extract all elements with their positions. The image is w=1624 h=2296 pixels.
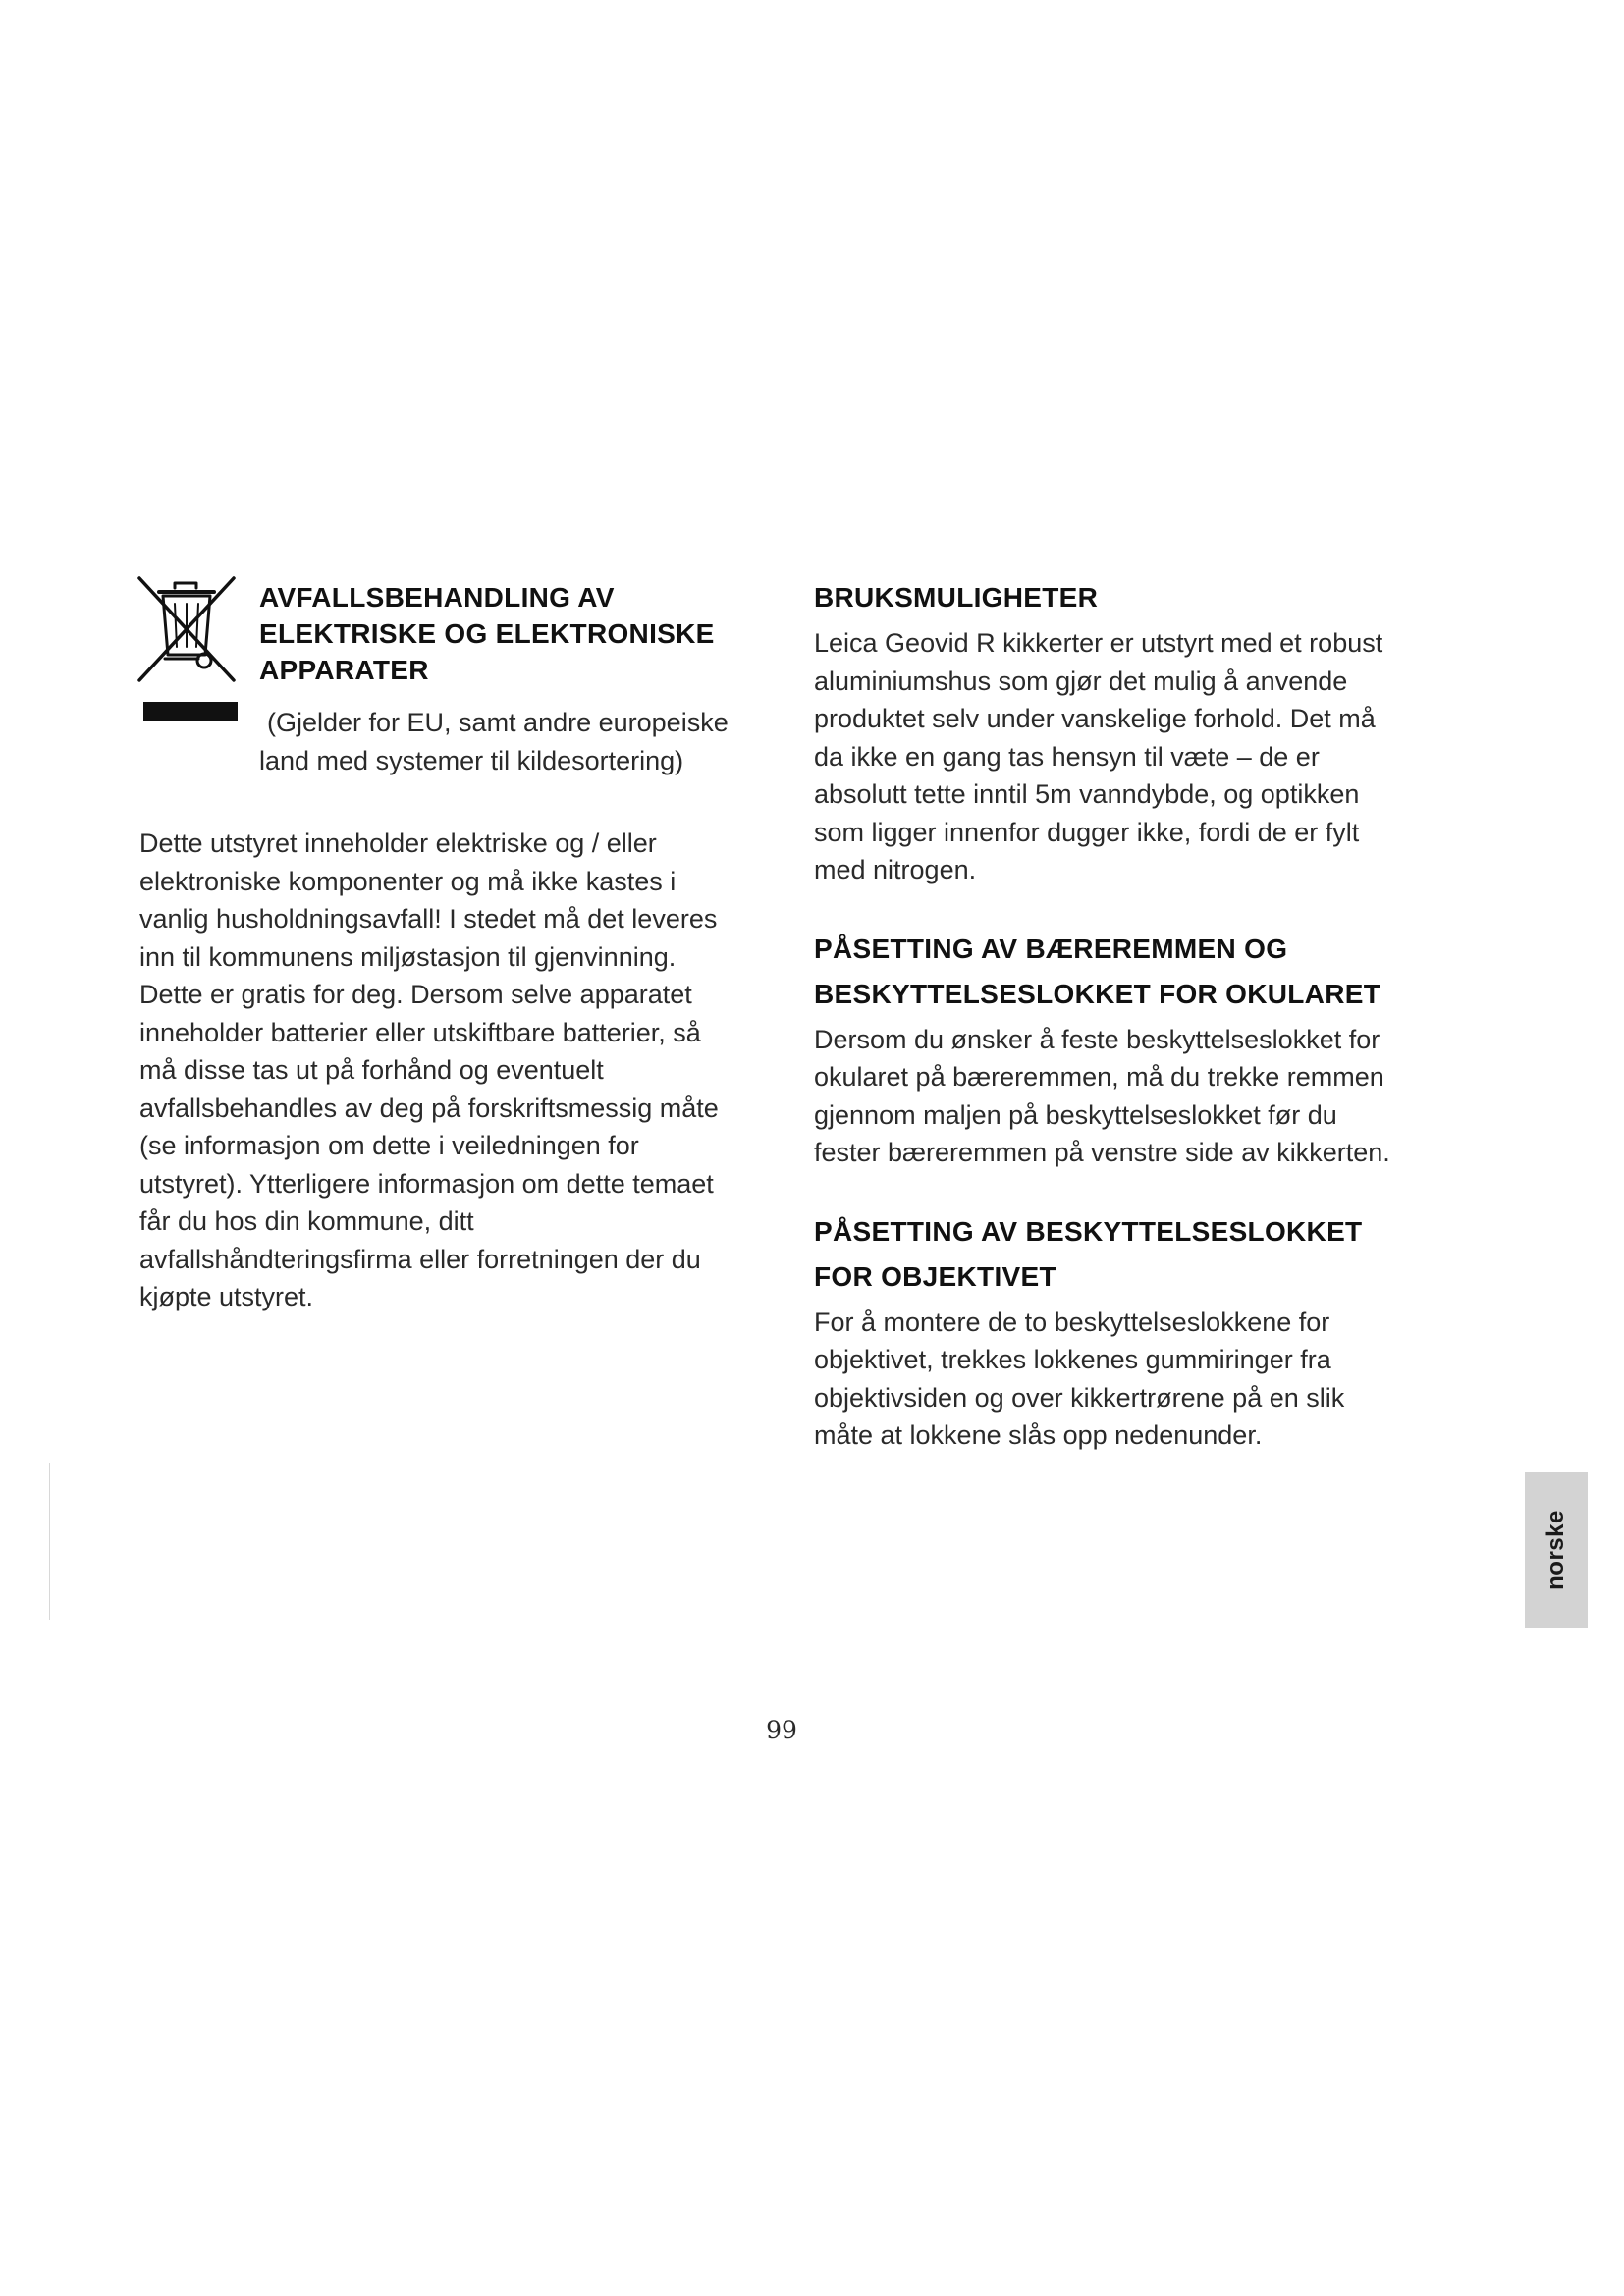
body-line: med nitrogen. [814,855,977,884]
body-line: produktet selv under vanskelige forhold. Det må [814,704,1376,733]
section-carrying-strap [814,931,1442,1172]
section-heading: PÅSETTING AV BESKYTTELSESLOKKET [814,1215,1363,1247]
section-heading: PÅSETTING AV BÆREREMMEN OG [814,933,1288,964]
language-tab-label: norske [1543,1510,1569,1590]
body-line: objektivsiden og over kikkertrørene på en slik [814,1382,1345,1413]
right-column [814,579,1442,1496]
body-line: Dette utstyret inneholder elektriske og / eller [139,828,657,858]
section-body [814,1304,1442,1455]
body-line: måte at lokkene slås opp nedenunder. [814,1420,1263,1450]
body-line: aluminiumshus som gjør det mulig å anvende [814,666,1348,696]
body-line: som ligger innenfor dugger ikke, fordi de er fylt [814,817,1360,847]
body-line: avfallshåndteringsfirma eller forretningen der du [139,1244,701,1274]
waste-disposal-heading [259,579,758,688]
body-line: absolutt tette inntil 5m vanndybde, og optikken [814,779,1360,809]
body-line: gjennom maljen på beskyttelseslokket før du [814,1099,1337,1130]
body-line: Leica Geovid R kikkerter er utstyrt med et robust [814,628,1383,658]
language-tab [1525,1472,1588,1628]
eu-applicability-note [259,704,758,779]
subnote-line: land med systemer til kildesortering) [259,745,684,775]
section-heading: BESKYTTELSESLOKKET FOR OKULARET [814,978,1381,1009]
heading-line: APPARATER [259,655,429,685]
body-line: elektroniske komponenter og må ikke kastes i [139,866,677,896]
body-line: Dette er gratis for deg. Dersom selve apparatet [139,980,692,1009]
body-line: utstyret). Ytterligere informasjon om dette temaet [139,1168,714,1199]
body-line: avfallsbehandles av deg på forskriftsmessig måte [139,1093,719,1123]
body-line: inneholder batterier eller utskiftbare batterier, så [139,1017,701,1047]
section-heading: BRUKSMULIGHETER [814,582,1099,613]
body-line: (se informasjon om dette i veiledningen for [139,1131,639,1160]
body-line: okularet på bæreremmen, må du trekke remmen [814,1062,1384,1092]
section-body [814,624,1442,889]
heading-line: ELEKTRISKE OG ELEKTRONISKE [259,618,715,649]
section-body [814,1021,1442,1172]
body-line: da ikke en gang tas hensyn til væte – de er [814,741,1320,772]
body-line: For å montere de to beskyttelseslokkene for [814,1307,1330,1337]
body-line: fester bæreremmen på venstre side av kikkerten. [814,1138,1390,1167]
section-objective-caps [814,1213,1442,1455]
waste-disposal-body [139,825,758,1316]
body-line: kjøpte utstyret. [139,1282,314,1311]
page-edge-line [49,1463,50,1620]
body-line: vanlig husholdningsavfall! I stedet må det leveres [139,904,718,934]
body-line: Dersom du ønsker å feste beskyttelseslokket for [814,1024,1380,1054]
left-column [139,579,758,1316]
body-line: må disse tas ut på forhånd og eventuelt [139,1055,604,1085]
section-heading: FOR OBJEKTIVET [814,1260,1056,1292]
section-usage [814,579,1442,889]
subnote-line: (Gjelder for EU, samt andre europeiske [267,708,729,737]
page-number: 99 [766,1716,797,1744]
heading-line: AVFALLSBEHANDLING AV [259,582,615,613]
body-line: får du hos din kommune, ditt [139,1206,474,1236]
body-line: inn til kommunens miljøstasjon til gjenvinning. [139,941,677,972]
body-line: objektivet, trekkes lokkenes gummiringer fra [814,1345,1331,1374]
